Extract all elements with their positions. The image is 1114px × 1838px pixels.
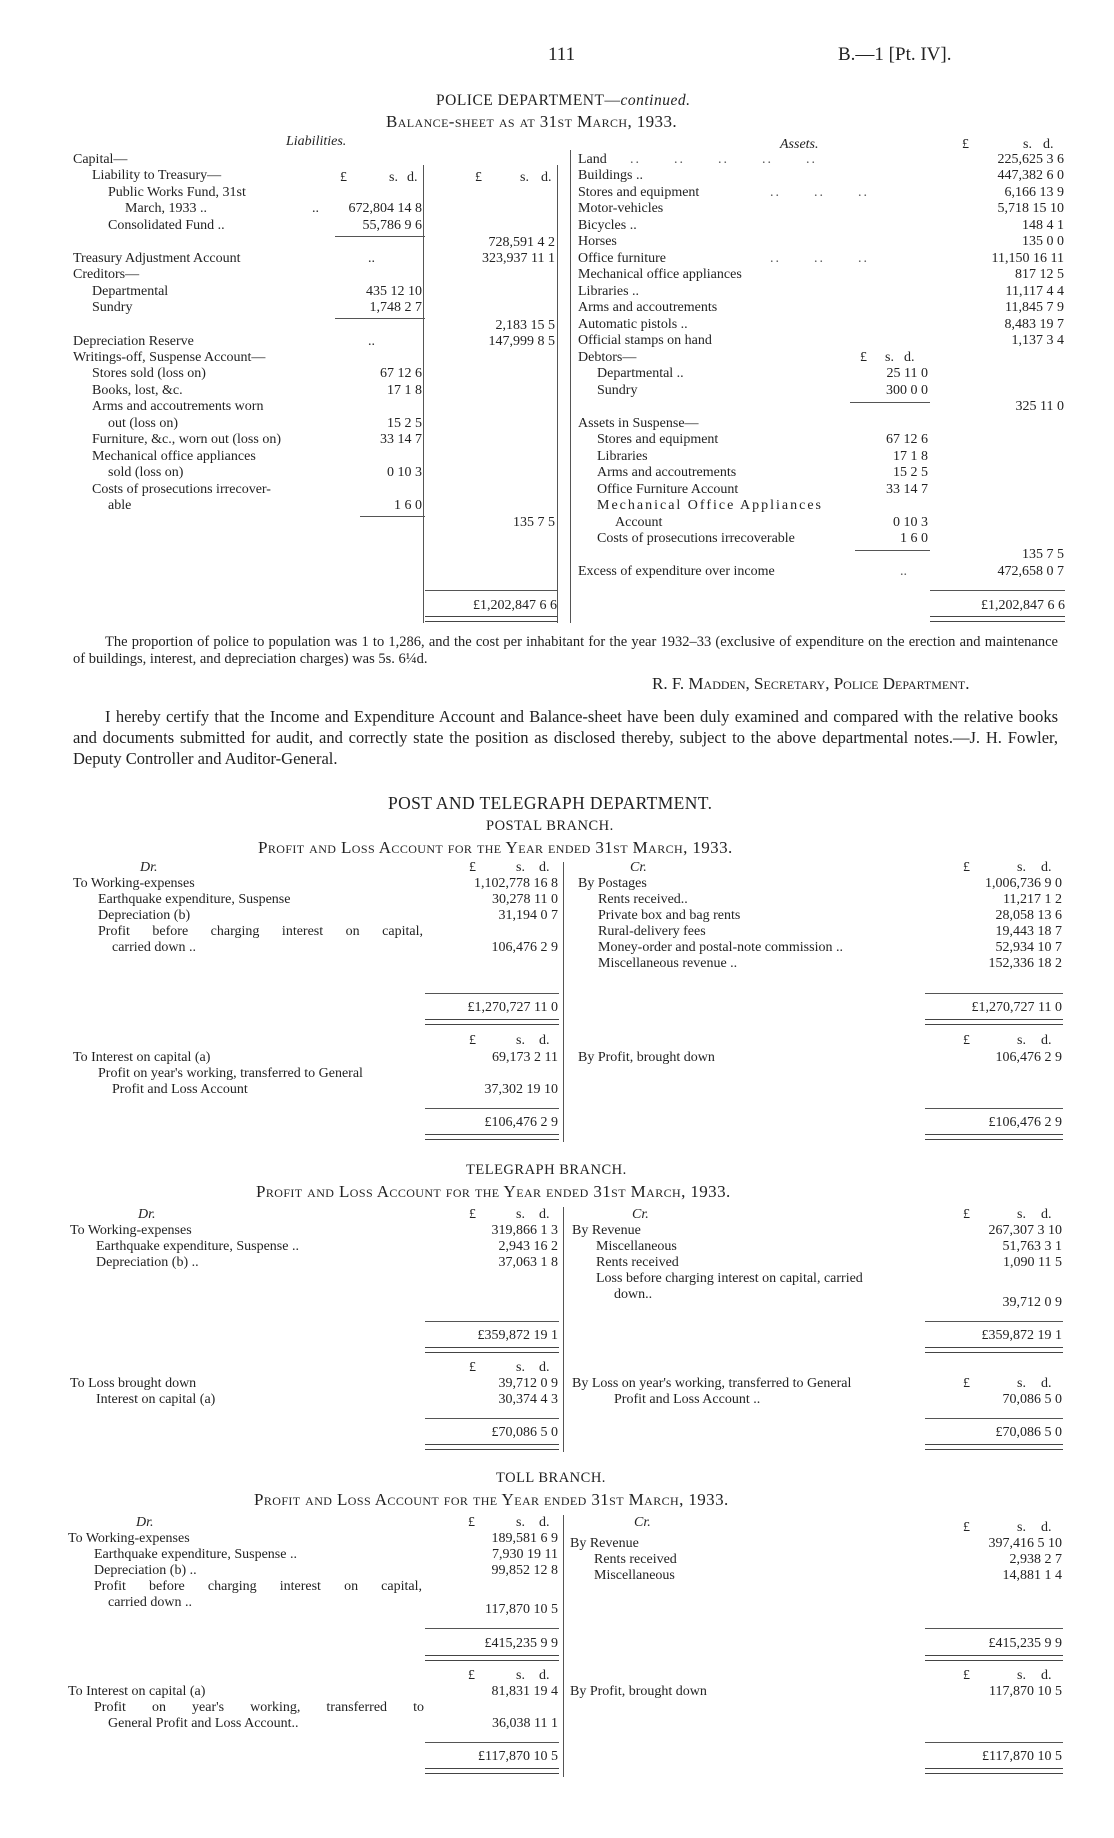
liab-line: Capital— (73, 152, 128, 167)
postal-dr2-value: 69,173 2 11 (492, 1050, 558, 1065)
asset-value: 8,483 19 7 (1004, 317, 1064, 332)
asset-line: Costs of prosecutions irrecoverable (597, 531, 795, 546)
liab-line: March, 1933 .. (125, 201, 208, 216)
liab-inner-value: 15 2 5 (387, 416, 422, 431)
asset-line: Land (578, 152, 607, 167)
toll-dr-item: Depreciation (b) .. (94, 1563, 197, 1578)
toll-dr-item: carried down .. (108, 1595, 192, 1610)
postal2-col-d: d. (539, 1033, 550, 1048)
postal-cr-value: 52,934 10 7 (995, 940, 1062, 955)
toll-dr2-item: To Interest on capital (a) (68, 1684, 206, 1699)
telegraph-cr-total: £359,872 19 1 (981, 1328, 1062, 1343)
toll2-cr-col-pound: £ (963, 1668, 970, 1683)
telegraph-cr2-item: Profit and Loss Account .. (614, 1392, 761, 1407)
toll-cr-value: 2,938 2 7 (1009, 1552, 1062, 1567)
postal-dr2-item: Profit on year's working, transferred to General (98, 1066, 363, 1081)
telegraph-dr-total: £359,872 19 1 (477, 1328, 558, 1343)
asset-line: Arms and accoutrements (578, 300, 718, 315)
toll-dr: Dr. (136, 1515, 154, 1530)
tele2-col-pound: £ (469, 1360, 476, 1375)
postal-dr-value: 106,476 2 9 (491, 940, 558, 955)
rule (925, 1628, 1063, 1629)
rule (425, 993, 559, 994)
tele-col-s: s. (516, 1207, 525, 1222)
asset-line: Office furniture (578, 251, 666, 266)
asset-line: Horses (578, 234, 617, 249)
liab-line: sold (loss on) (108, 465, 184, 480)
telegraph-dr2-total: £70,086 5 0 (491, 1425, 558, 1440)
postal-dr2-item: To Interest on capital (a) (73, 1050, 211, 1065)
toll-dr-item: Earthquake expenditure, Suspense .. (94, 1547, 297, 1562)
telegraph-dr-item: Earthquake expenditure, Suspense .. (96, 1239, 299, 1254)
asset-col-s: s. (1023, 137, 1032, 152)
liab-line: Departmental (92, 284, 169, 299)
postal-subtitle: Profit and Loss Account for the Year ended 31st March, 1933. (258, 838, 733, 857)
liab-inner-value: 0 10 3 (387, 465, 422, 480)
asset-col-pound: £ (962, 137, 969, 152)
asset-line: Buildings .. (578, 168, 643, 183)
postal-dr-value: 30,278 11 0 (492, 892, 558, 907)
asset-line: Departmental .. (597, 366, 684, 381)
double-rule (925, 1655, 1063, 1661)
rule (930, 590, 1065, 591)
telegraph-cr2-item: By Loss on year's working, transferred to General (572, 1376, 852, 1391)
double-rule (425, 1655, 559, 1661)
liab-outer-value: 2,183 15 5 (495, 318, 555, 333)
toll-cr-item: Rents received (594, 1552, 677, 1567)
postal-cr2-value: 106,476 2 9 (995, 1050, 1062, 1065)
page-reference: B.—1 [Pt. IV]. (838, 44, 952, 65)
toll-dr2-item: Profit on year's working, transferred to (94, 1700, 424, 1715)
liab-total: £1,202,847 6 6 (473, 598, 557, 613)
police-title-text: POLICE DEPARTMENT— (436, 92, 621, 109)
postal-cr-value: 19,443 18 7 (995, 924, 1062, 939)
toll-cr2-value: 117,870 10 5 (989, 1684, 1062, 1699)
column-divider (423, 165, 424, 623)
excess-value: 472,658 0 7 (997, 564, 1064, 579)
postal-dr-item: carried down .. (112, 940, 196, 955)
rule (925, 1418, 1063, 1419)
liab-line: Liability to Treasury— (92, 168, 222, 183)
liab-line: Books, lost, &c. (92, 383, 183, 398)
police-subtitle: Balance-sheet as at 31st March, 1933. (386, 112, 678, 131)
asset-line: Office Furniture Account (597, 482, 739, 497)
postal-dr-value: 31,194 0 7 (498, 908, 558, 923)
postal-branch: POSTAL BRANCH. (486, 818, 614, 834)
suspense-value: 15 2 5 (893, 465, 928, 480)
liab-line: Mechanical office appliances (92, 449, 256, 464)
telegraph-dr2-item: Interest on capital (a) (96, 1392, 216, 1407)
rule (850, 402, 930, 403)
double-rule (425, 616, 557, 622)
liab-outer-col-d: d. (541, 170, 552, 185)
toll-cr-value: 397,416 5 10 (988, 1536, 1062, 1551)
telegraph-cr-item: down.. (614, 1287, 653, 1302)
asset-line: Libraries .. (578, 284, 640, 299)
post-title: POST AND TELEGRAPH DEPARTMENT. (388, 793, 713, 813)
leader-dots: .. (900, 564, 907, 579)
toll-cr-item: By Revenue (570, 1536, 639, 1551)
asset-value: 6,166 13 9 (1004, 185, 1064, 200)
toll2-col-s: s. (516, 1668, 525, 1683)
double-rule (425, 1444, 559, 1450)
postal-dr-col-d: d. (539, 860, 550, 875)
postal2-cr-col-pound: £ (963, 1033, 970, 1048)
asset-line: Debtors— (578, 350, 637, 365)
rule (360, 516, 425, 517)
postal2-cr-col-d: d. (1041, 1033, 1052, 1048)
asset-line: Excess of expenditure over income (578, 564, 775, 579)
tele-col-d: d. (539, 1207, 550, 1222)
double-rule (925, 1444, 1063, 1450)
double-rule (925, 1347, 1063, 1353)
debtor-col-pound: £ (860, 350, 867, 365)
telegraph-cr-value: 267,307 3 10 (988, 1223, 1062, 1238)
double-rule (930, 616, 1065, 622)
postal2-cr-col-s: s. (1017, 1033, 1026, 1048)
leader-dots: .. (312, 201, 319, 216)
postal-cr2-item: By Profit, brought down (578, 1050, 715, 1065)
audit-certificate: I hereby certify that the Income and Expenditure Account and Balance-sheet have been duly examined and compared with the relative books and documents submitted for audit, and correctly state the position as disclosed thereby, subject to the above departmental notes.—J. H. Fowler, Deputy Controller and Auditor-General. (73, 707, 1058, 768)
rule (925, 1742, 1063, 1743)
postal-cr-item: Private box and bag rents (598, 908, 741, 923)
telegraph-cr: Cr. (632, 1207, 649, 1222)
telegraph-cr-value: 39,712 0 9 (1002, 1295, 1062, 1310)
rule (335, 318, 425, 319)
leader-dots: .. .. .. (770, 185, 869, 200)
toll-cr: Cr. (634, 1515, 651, 1530)
tele2-cr-col-s: s. (1017, 1376, 1026, 1391)
liab-outer-col-pound: £ (475, 170, 482, 185)
toll-dr-item: Profit before charging interest on capital, (94, 1579, 422, 1594)
police-title-continued: continued. (620, 92, 691, 109)
rule (425, 1628, 559, 1629)
toll-cr-value: 14,881 1 4 (1002, 1568, 1062, 1583)
telegraph-dr2-value: 30,374 4 3 (498, 1392, 558, 1407)
double-rule (425, 1134, 559, 1140)
toll-cr-col-s: s. (1017, 1520, 1026, 1535)
liab-line: out (loss on) (108, 416, 178, 431)
telegraph-dr-value: 319,866 1 3 (491, 1223, 558, 1238)
tele-cr-col-pound: £ (963, 1207, 970, 1222)
asset-line: Stores and equipment (578, 185, 700, 200)
liabilities-heading: Liabilities. (286, 134, 347, 149)
toll-col-d: d. (539, 1515, 550, 1530)
toll2-col-d: d. (539, 1668, 550, 1683)
tele2-col-d: d. (539, 1360, 550, 1375)
asset-value: 135 0 0 (1022, 234, 1064, 249)
liab-col-d: d. (407, 170, 418, 185)
column-divider (563, 1515, 564, 1777)
postal-cr-total: £1,270,727 11 0 (971, 1000, 1062, 1015)
telegraph-cr-item: Miscellaneous (596, 1239, 677, 1254)
column-divider (563, 862, 564, 1142)
postal-dr-col-pound: £ (469, 860, 476, 875)
toll-col-s: s. (516, 1515, 525, 1530)
liab-inner-value: 1 6 0 (394, 498, 422, 513)
toll-cr-total: £415,235 9 9 (988, 1636, 1062, 1651)
postal-dr-item: Profit before charging interest on capital, (98, 924, 423, 939)
toll-cr2-total: £117,870 10 5 (982, 1749, 1062, 1764)
asset-value: 5,718 15 10 (997, 201, 1064, 216)
postal-cr-item: Money-order and postal-note commission .. (598, 940, 843, 955)
liab-inner-value: 672,804 14 8 (348, 201, 422, 216)
telegraph-cr-value: 51,763 3 1 (1002, 1239, 1062, 1254)
toll-dr-value: 99,852 12 8 (491, 1563, 558, 1578)
liab-outer-value: 728,591 4 2 (488, 235, 555, 250)
liab-col-pound: £ (340, 170, 347, 185)
telegraph-cr2-total: £70,086 5 0 (995, 1425, 1062, 1440)
rule (335, 236, 425, 237)
liab-line: Treasury Adjustment Account (73, 251, 241, 266)
column-divider (563, 1207, 564, 1452)
postal-cr-col-s: s. (1017, 860, 1026, 875)
rule (425, 1108, 559, 1109)
rule (425, 1418, 559, 1419)
column-divider (557, 165, 558, 623)
postal-dr: Dr. (140, 860, 158, 875)
suspense-value: 1 6 0 (900, 531, 928, 546)
assets-heading: Assets. (780, 137, 819, 152)
double-rule (425, 1768, 559, 1774)
telegraph-dr2-value: 39,712 0 9 (498, 1376, 558, 1391)
toll2-col-pound: £ (468, 1668, 475, 1683)
suspense-value: 0 10 3 (893, 515, 928, 530)
debtor-value: 25 11 0 (886, 366, 928, 381)
telegraph-dr2-item: To Loss brought down (70, 1376, 197, 1391)
liab-line: Stores sold (loss on) (92, 366, 206, 381)
tele2-col-s: s. (516, 1360, 525, 1375)
toll-col-pound: £ (468, 1515, 475, 1530)
telegraph-cr-item: By Revenue (572, 1223, 641, 1238)
postal-dr-item: To Working-expenses (73, 876, 195, 891)
asset-value: 1,137 3 4 (1011, 333, 1064, 348)
double-rule (925, 1134, 1063, 1140)
leader-dots: .. (368, 334, 375, 349)
page-number: 111 (548, 44, 576, 65)
toll-cr-col-d: d. (1041, 1520, 1052, 1535)
asset-value: 817 12 5 (1015, 267, 1064, 282)
toll-cr-col-pound: £ (963, 1520, 970, 1535)
liab-line: able (108, 498, 132, 513)
rule (925, 993, 1063, 994)
asset-line: Assets in Suspense— (578, 416, 699, 431)
double-rule (925, 1768, 1063, 1774)
postal-dr-item: Earthquake expenditure, Suspense (98, 892, 291, 907)
leader-dots: .. .. .. .. .. (630, 152, 817, 167)
toll-cr-item: Miscellaneous (594, 1568, 675, 1583)
rule (925, 1108, 1063, 1109)
asset-value: 148 4 1 (1022, 218, 1064, 233)
double-rule (925, 1019, 1063, 1025)
police-signature: R. F. Madden, Secretary, Police Department. (652, 674, 970, 693)
toll2-cr-col-s: s. (1017, 1668, 1026, 1683)
toll-dr-value: 189,581 6 9 (491, 1531, 558, 1546)
postal-dr-item: Depreciation (b) (98, 908, 191, 923)
tele-col-pound: £ (469, 1207, 476, 1222)
asset-value: 11,150 16 11 (991, 251, 1064, 266)
asset-line: Mechanical office appliances (578, 267, 742, 282)
liab-line: Consolidated Fund .. (108, 218, 225, 233)
tele2-cr-col-pound: £ (963, 1376, 970, 1391)
postal-cr-item: Rural-delivery fees (598, 924, 706, 939)
postal2-col-pound: £ (469, 1033, 476, 1048)
suspense-value: 67 12 6 (886, 432, 928, 447)
postal-cr: Cr. (630, 860, 647, 875)
postal-cr-value: 1,006,736 9 0 (985, 876, 1062, 891)
asset-value: 447,382 6 0 (997, 168, 1064, 183)
asset-col-d: d. (1043, 137, 1054, 152)
liab-line: Depreciation Reserve (73, 334, 194, 349)
liab-line: Public Works Fund, 31st (108, 185, 246, 200)
police-note: The proportion of police to population was 1 to 1,286, and the cost per inhabitant for the year 1932–33 (exclusive of expenditure on the erection and maintenance of buildings, interest, and depreciation charges) was 5s. 6¼d. (73, 634, 1058, 667)
postal-dr2-item: Profit and Loss Account (112, 1082, 248, 1097)
telegraph-dr-value: 37,063 1 8 (498, 1255, 558, 1270)
debtor-col-s: s. (885, 350, 894, 365)
postal-cr-item: Miscellaneous revenue .. (598, 956, 738, 971)
toll-dr2-value: 36,038 11 1 (492, 1716, 558, 1731)
liab-line: Arms and accoutrements worn (92, 399, 264, 414)
asset-line: Sundry (597, 383, 638, 398)
toll-dr2-item: General Profit and Loss Account.. (108, 1716, 299, 1731)
double-rule (425, 1019, 559, 1025)
liab-outer-value: 323,937 11 1 (482, 251, 555, 266)
rule (425, 1742, 559, 1743)
police-title (436, 92, 690, 110)
toll-dr-total: £415,235 9 9 (484, 1636, 558, 1651)
telegraph-subtitle: Profit and Loss Account for the Year ended 31st March, 1933. (256, 1182, 731, 1201)
suspense-value: 17 1 8 (893, 449, 928, 464)
liab-inner-value: 17 1 8 (387, 383, 422, 398)
postal-cr-col-d: d. (1041, 860, 1052, 875)
postal-dr-value: 1,102,778 16 8 (474, 876, 558, 891)
liab-outer-value: 135 7 5 (513, 515, 555, 530)
liab-line: Creditors— (73, 267, 140, 282)
postal-cr-value: 11,217 1 2 (1003, 892, 1062, 907)
debtors-total: 325 11 0 (1015, 399, 1064, 414)
toll-dr-value: 7,930 19 11 (492, 1547, 558, 1562)
asset-value: 225,625 3 6 (997, 152, 1064, 167)
postal-cr2-total: £106,476 2 9 (988, 1115, 1062, 1130)
telegraph-dr: Dr. (138, 1207, 156, 1222)
asset-line: Bicycles .. (578, 218, 637, 233)
double-rule (425, 1347, 559, 1353)
asset-line: Motor-vehicles (578, 201, 664, 216)
liab-inner-value: 55,786 9 6 (362, 218, 422, 233)
asset-line: Automatic pistols .. (578, 317, 688, 332)
postal-cr-value: 152,336 18 2 (988, 956, 1062, 971)
postal-dr2-value: 37,302 19 10 (484, 1082, 558, 1097)
toll-dr2-value: 81,831 19 4 (491, 1684, 558, 1699)
postal-cr-item: Rents received.. (598, 892, 688, 907)
rule (855, 550, 930, 551)
leader-dots: .. (368, 251, 375, 266)
telegraph-dr-item: To Working-expenses (70, 1223, 192, 1238)
asset-line: Libraries (597, 449, 648, 464)
rule (425, 1321, 559, 1322)
liab-line: Sundry (92, 300, 133, 315)
telegraph-dr-item: Depreciation (b) .. (96, 1255, 199, 1270)
asset-line: Arms and accoutrements (597, 465, 737, 480)
assets-total: £1,202,847 6 6 (981, 598, 1065, 613)
postal-dr-total: £1,270,727 11 0 (467, 1000, 558, 1015)
debtor-col-d: d. (904, 350, 915, 365)
asset-line: Official stamps on hand (578, 333, 712, 348)
column-divider (570, 150, 571, 623)
liab-col-s: s. (389, 170, 398, 185)
toll-dr2-total: £117,870 10 5 (478, 1749, 558, 1764)
postal-dr-col-s: s. (516, 860, 525, 875)
rule (425, 590, 557, 591)
toll-branch: TOLL BRANCH. (496, 1470, 606, 1486)
toll2-cr-col-d: d. (1041, 1668, 1052, 1683)
toll-cr2-item: By Profit, brought down (570, 1684, 707, 1699)
asset-value: 11,117 4 4 (1005, 284, 1064, 299)
suspense-value: 33 14 7 (886, 482, 928, 497)
debtor-value: 300 0 0 (886, 383, 928, 398)
liab-outer-value: 147,999 8 5 (488, 334, 555, 349)
postal-dr2-total: £106,476 2 9 (484, 1115, 558, 1130)
leader-dots: .. .. .. (770, 251, 869, 266)
rule (925, 1321, 1063, 1322)
tele2-cr-col-d: d. (1041, 1376, 1052, 1391)
liab-inner-value: 67 12 6 (380, 366, 422, 381)
liab-inner-value: 33 14 7 (380, 432, 422, 447)
asset-line: Account (615, 515, 663, 530)
telegraph-cr-value: 1,090 11 5 (1003, 1255, 1062, 1270)
tele-cr-col-s: s. (1017, 1207, 1026, 1222)
asset-value: 11,845 7 9 (1005, 300, 1064, 315)
postal-cr-col-pound: £ (963, 860, 970, 875)
asset-line: Mechanical Office Appliances (597, 498, 824, 513)
toll-subtitle: Profit and Loss Account for the Year ended 31st March, 1933. (254, 1490, 729, 1509)
liab-line: Writings-off, Suspense Account— (73, 350, 266, 365)
liab-outer-col-s: s. (520, 170, 529, 185)
asset-line: Stores and equipment (597, 432, 719, 447)
telegraph-cr-item: Loss before charging interest on capital, carried (596, 1271, 863, 1286)
liab-line: Furniture, &c., worn out (loss on) (92, 432, 281, 447)
postal-cr-value: 28,058 13 6 (995, 908, 1062, 923)
telegraph-cr-item: Rents received (596, 1255, 679, 1270)
tele-cr-col-d: d. (1041, 1207, 1052, 1222)
telegraph-dr-value: 2,943 16 2 (498, 1239, 558, 1254)
postal2-col-s: s. (516, 1033, 525, 1048)
postal-cr-item: By Postages (578, 876, 647, 891)
liab-line: Costs of prosecutions irrecover- (92, 482, 271, 497)
liab-inner-value: 1,748 2 7 (369, 300, 422, 315)
toll-dr-value: 117,870 10 5 (485, 1602, 558, 1617)
telegraph-branch: TELEGRAPH BRANCH. (466, 1162, 627, 1178)
toll-dr-item: To Working-expenses (68, 1531, 190, 1546)
liab-inner-value: 435 12 10 (366, 284, 422, 299)
telegraph-cr2-value: 70,086 5 0 (1002, 1392, 1062, 1407)
suspense-total: 135 7 5 (1022, 547, 1064, 562)
